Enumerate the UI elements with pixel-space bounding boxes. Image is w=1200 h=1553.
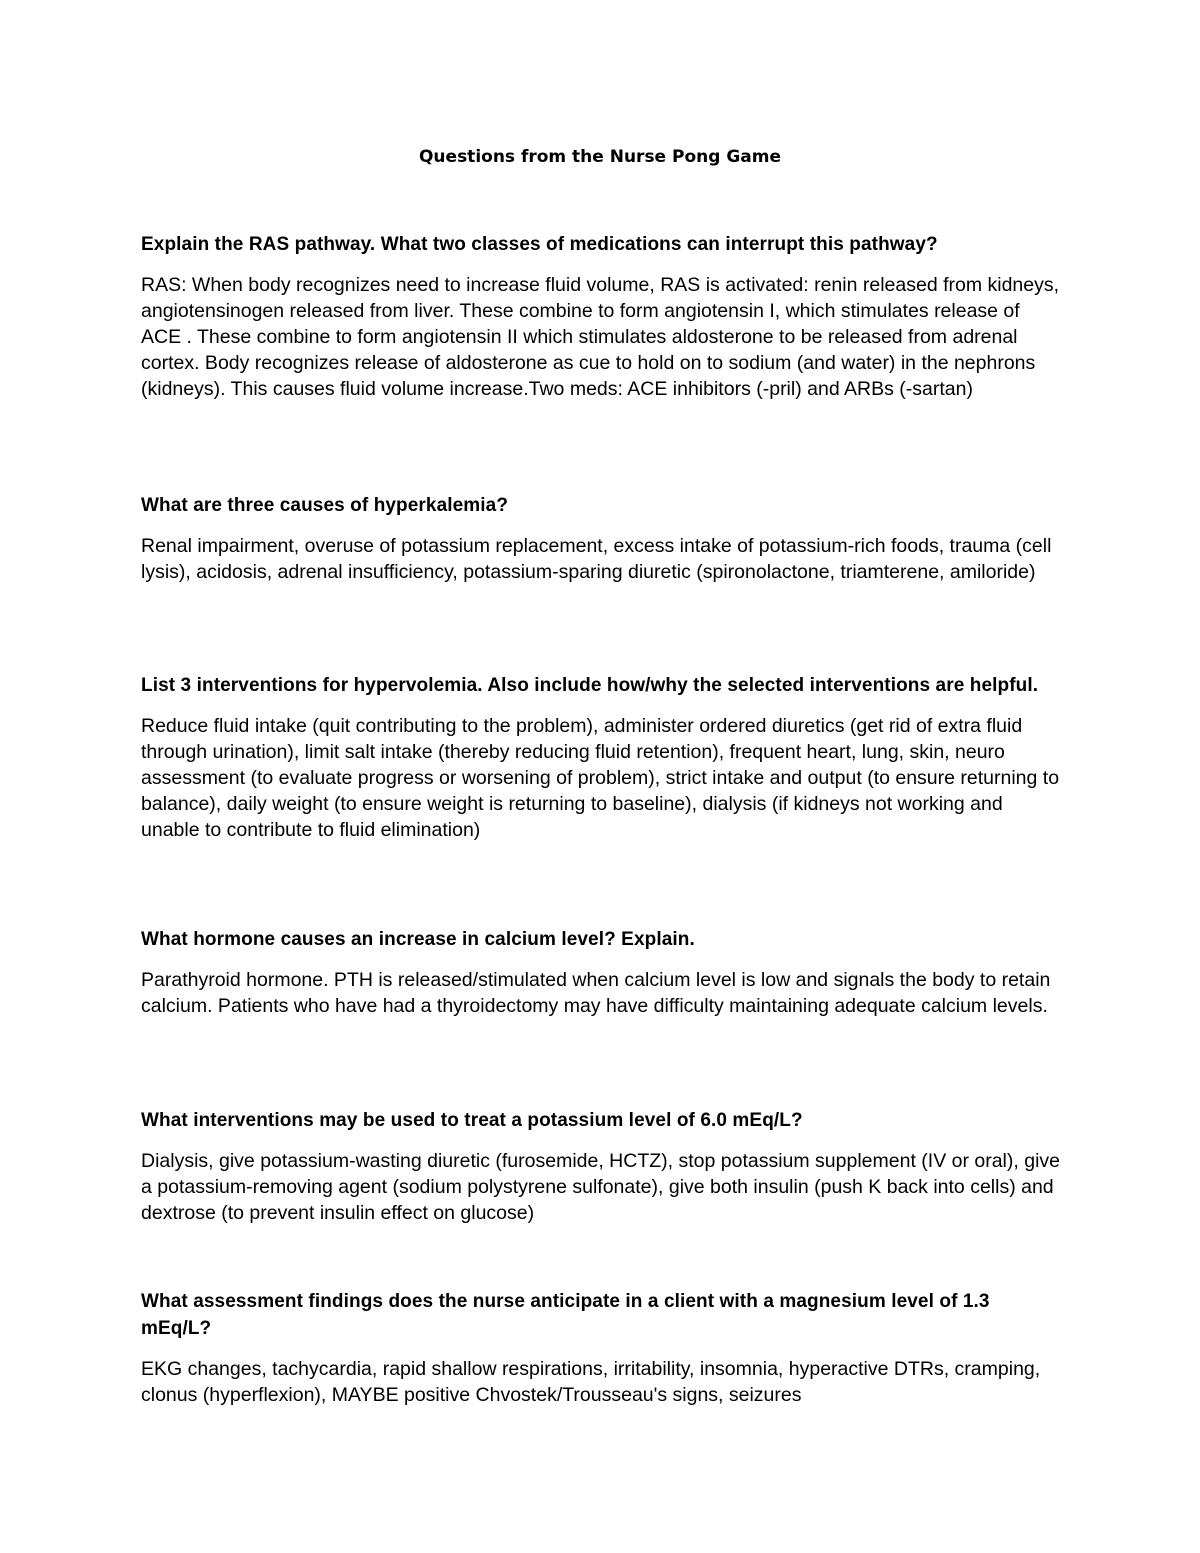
qa-section-ras xyxy=(141,231,1061,402)
question-heading: List 3 interventions for hypervolemia. Also include how/why the selected interventions are helpful. xyxy=(141,675,1039,696)
answer-paragraph: Renal impairment, overuse of potassium replacement, excess intake of potassium-rich foods, trauma (cell lysis), acidosis, adrenal insufficiency, potassium-sparing diuretic (spironolactone, triamterene, amiloride) xyxy=(141,535,1052,583)
answer-text xyxy=(141,713,1061,843)
qa-section-potassium xyxy=(141,1107,1061,1226)
answer-paragraph: Parathyroid hormone. PTH is released/stimulated when calcium level is low and signals the body to retain calcium. Patients who have had a thyroidectomy may have difficulty maintaining adequate calcium levels. xyxy=(141,969,1051,1017)
answer-paragraph: Reduce fluid intake (quit contributing to the problem), administer ordered diuretics (get rid of extra fluid through urination), limit salt intake (thereby reducing fluid retention), frequent heart, lung, skin, neuro assessment (to evaluate progress or worsening of problem), strict intake and output (to ensure returning to balance), daily weight (to ensure weight is returning to baseline), dialysis (if kidneys not working and unable to contribute to fluid elimination) xyxy=(141,715,1060,841)
answer-paragraph: Dialysis, give potassium-wasting diuretic (furosemide, HCTZ), stop potassium supplement (IV or oral), give a potassium-removing agent (sodium polystyrene sulfonate), give both insulin (push K back into cells) and dextrose (to prevent insulin effect on glucose) xyxy=(141,1150,1060,1224)
answer-text xyxy=(141,1356,1061,1408)
qa-section-magnesium xyxy=(141,1288,1061,1408)
answer-text xyxy=(141,1148,1061,1226)
question-heading: What are three causes of hyperkalemia? xyxy=(141,495,509,516)
answer-text xyxy=(141,272,1061,402)
qa-section-calcium xyxy=(141,926,1061,1019)
question-heading: What assessment findings does the nurse anticipate in a client with a magnesium level of 1.3 mEq/L? xyxy=(141,1291,990,1339)
answer-text xyxy=(141,533,1061,585)
question-heading: What interventions may be used to treat a potassium level of 6.0 mEq/L? xyxy=(141,1110,803,1131)
answer-text xyxy=(141,967,1061,1019)
question-heading: Explain the RAS pathway. What two classes of medications can interrupt this pathway? xyxy=(141,234,938,255)
question-heading: What hormone causes an increase in calcium level? Explain. xyxy=(141,929,695,950)
answer-paragraph: EKG changes, tachycardia, rapid shallow respirations, irritability, insomnia, hyperactive DTRs, cramping, clonus (hyperflexion), MAYBE positive Chvostek/Trousseau's signs, seizures xyxy=(141,1358,1041,1406)
document-title: Questions from the Nurse Pong Game xyxy=(418,147,782,167)
qa-section-hypervolemia xyxy=(141,672,1061,843)
answer-paragraph: RAS: When body recognizes need to increase fluid volume, RAS is activated: renin released from kidneys, angiotensinogen released from liver. These combine to form angiotensin I, which stimulates release of ACE . These combine to form angiotensin II which stimulates aldosterone to be released from adrenal cortex. Body recognizes release of aldosterone as cue to hold on to sodium (and water) in the nephrons (kidneys). This causes fluid volume increase.Two meds: ACE inhibitors (-pril) and ARBs (-sartan) xyxy=(141,274,1060,400)
qa-section-hyperkalemia xyxy=(141,492,1061,585)
